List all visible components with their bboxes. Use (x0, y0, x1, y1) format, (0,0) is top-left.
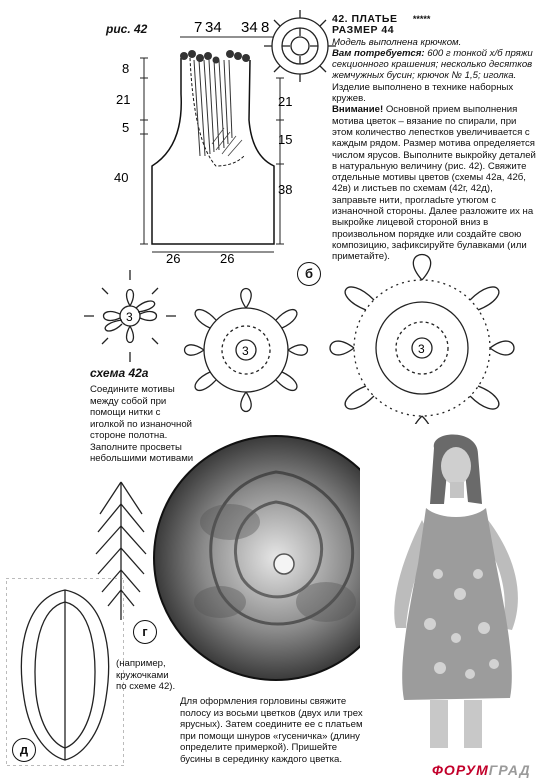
small-flower-motif-icon (262, 8, 338, 84)
top-dim-1: 7 (194, 19, 203, 36)
left-dim-3: 5 (122, 120, 130, 135)
top-dim-4: 8 (261, 19, 270, 36)
figure-label: рис. 42 (106, 22, 148, 36)
watermark-part-1: ФОРУМ (432, 762, 489, 778)
attention-text: Основной прием выполнения мотива цветок – вязание по спирали, при этом количество лепестков увеличивается с каждым рядом. Размер мотива определяется числом ярусов. Выполните выкройку деталей в натуральную величину (рис. 42). Свяжите отдельные мотивы цветов (схемы 42а, 42б, 42в) и листьев по схемам (42г, 42д), заправьте нити, проглadьте утюгом с изнаночной стороны. Далее разложите их на выкройке лицевой стороной вниз в произвольном порядке или создайте свою композицию, зафиксируйте булавками (или приметайте). (332, 104, 536, 263)
footer-text: Для оформления горловины свяжите полосу из восьми цветков (двух или трех ярусных). Затем соедините ее с платьем при помощи шнуров «гусеничка» (длину определите примеркой). Пришейте бусины в серединку каждого цветка. (180, 696, 363, 765)
right-dim-1: 21 (278, 94, 293, 109)
join-instructions: Соедините мотивы между собой при помощи нитки с иголкой по изнаночной стороне полотна. Заполните просветы небольшими мотивами (90, 384, 194, 464)
left-dim-4: 40 (114, 170, 129, 185)
scheme-label: схема 42а (90, 366, 149, 380)
top-dim-3: 34 (241, 19, 258, 36)
watermark-part-2: ГРАД (488, 762, 531, 778)
flower-chart-42a (78, 264, 182, 368)
center-number-42b: 3 (242, 344, 249, 358)
flower-chart-42v (312, 248, 534, 444)
materials-label: Вам потребуется: (332, 47, 425, 59)
left-dim-1: 8 (122, 61, 130, 76)
article-text (332, 14, 538, 263)
model-photo (360, 424, 546, 748)
article-size: РАЗМЕР 44 (332, 24, 395, 37)
rating-stars: ***** (412, 14, 431, 24)
right-dim-3: 38 (278, 182, 293, 197)
materials-text: 600 г тонкой х/б пряжи секционного крашения; несколько десятков жемчужных бусин; крючок № 1,5; иголка. (332, 47, 533, 82)
flower-chart-42b (172, 276, 320, 424)
center-number-42a: 3 (126, 310, 133, 324)
top-dim-2: 34 (205, 19, 222, 36)
right-dim-2: 15 (278, 132, 293, 147)
bottom-dim-2: 26 (220, 251, 235, 266)
attention-paragraph (332, 104, 538, 262)
center-number-42v: 3 (418, 342, 425, 356)
forum-watermark (432, 762, 531, 778)
attention-label: Внимание! (332, 104, 384, 116)
article-title: 42. ПЛАТЬЕ (332, 13, 398, 25)
badge-b: б (297, 262, 321, 286)
badge-d: д (12, 738, 36, 762)
body-paragraph-1: Изделие выполнено в технике наборных кружев. (332, 81, 514, 105)
article-intro: Модель выполнена крючком. (332, 36, 462, 48)
left-dim-2: 21 (116, 92, 131, 107)
bottom-dim-1: 26 (166, 251, 181, 266)
badge-g: г (133, 620, 157, 644)
footer-column-text: (например, кружочками по схеме 42). (116, 658, 176, 692)
materials-paragraph (332, 48, 538, 82)
